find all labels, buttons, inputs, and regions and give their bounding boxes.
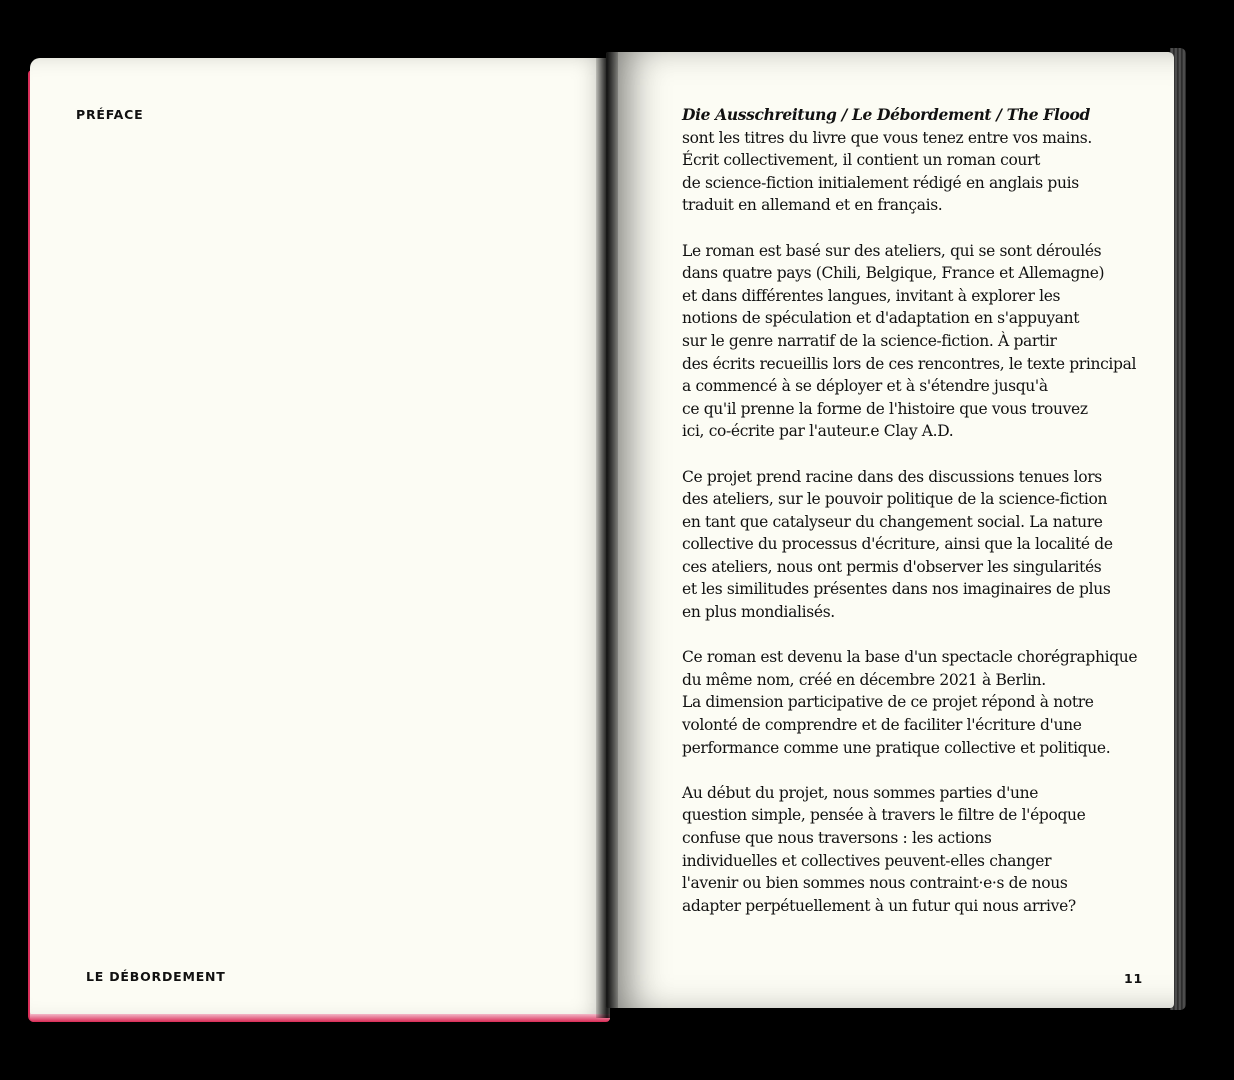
text-line: Ce roman est devenu la base d'un spectacle chorégraphique <box>682 648 1138 667</box>
text-line: volonté de comprendre et de faciliter l'écriture d'une <box>682 716 1082 735</box>
text-line: en tant que catalyseur du changement social. La nature <box>682 512 1103 531</box>
text-line: des écrits recueillis lors de ces rencontres, le texte principal <box>682 354 1137 373</box>
text-line: Écrit collectivement, il contient un roman court <box>682 151 1041 170</box>
text-line: question simple, pensée à travers le filtre de l'époque <box>682 806 1086 825</box>
text-line: adapter perpétuellement à un futur qui nous arrive? <box>682 896 1076 915</box>
book-title-footer: LE DÉBORDEMENT <box>86 969 226 984</box>
text-line: sur le genre narratif de la science-fiction. À partir <box>682 331 1057 350</box>
text-line: du même nom, créé en décembre 2021 à Berlin. <box>682 670 1046 689</box>
text-line: collective du processus d'écriture, ainsi que la localité de <box>682 535 1113 554</box>
text-line: et dans différentes langues, invitant à explorer les <box>682 286 1061 305</box>
text-line: confuse que nous traversons : les actions <box>682 829 992 847</box>
paragraph-2 <box>682 240 1158 443</box>
book-gutter <box>596 52 618 1018</box>
text-line: sont les titres du livre que vous tenez entre vos mains. <box>682 128 1092 147</box>
text-line: et les similitudes présentes dans nos imaginaires de plus <box>682 580 1111 599</box>
text-line: l'avenir ou bien sommes nous contraint·e·s de nous <box>682 874 1068 893</box>
text-line: ici, co-écrite par l'auteur.e Clay A.D. <box>682 422 954 441</box>
paragraph-3 <box>682 466 1158 624</box>
text-line: La dimension participative de ce projet répond à notre <box>682 693 1094 712</box>
text-line: en plus mondialisés. <box>682 603 835 622</box>
paragraph-5 <box>682 782 1158 918</box>
page-number: 11 <box>1124 971 1143 986</box>
paragraph-1 <box>682 104 1158 217</box>
text-line: dans quatre pays (Chili, Belgique, France et Allemagne) <box>682 264 1105 283</box>
text-line: Le roman est basé sur des ateliers, qui se sont déroulés <box>682 241 1102 260</box>
text-line: traduit en allemand et en français. <box>682 196 943 215</box>
preface-body <box>682 104 1158 940</box>
text-line: de science-fiction initialement rédigé en anglais puis <box>682 173 1079 192</box>
section-heading: PRÉFACE <box>76 107 144 122</box>
left-page <box>30 58 610 1020</box>
text-line: ces ateliers, nous ont permis d'observer les singularités <box>682 557 1102 576</box>
text-line: Au début du projet, nous sommes parties d'une <box>682 783 1039 802</box>
book-titles-line: Die Ausschreitung / Le Débordement / The Flood <box>682 105 1090 124</box>
text-line: des ateliers, sur le pouvoir politique de la science-fiction <box>682 490 1108 509</box>
text-line: Ce projet prend racine dans des discussions tenues lors <box>682 467 1102 486</box>
text-line: notions de spéculation et d'adaptation en s'appuyant <box>682 309 1080 328</box>
paragraph-4 <box>682 646 1158 759</box>
left-page-bottom-edge <box>30 1014 610 1022</box>
text-line: performance comme une pratique collective et politique. <box>682 738 1111 757</box>
text-line: individuelles et collectives peuvent-elles changer <box>682 851 1052 870</box>
text-line: ce qu'il prenne la forme de l'histoire que vous trouvez <box>682 399 1088 418</box>
text-line: a commencé à se déployer et à s'étendre jusqu'à <box>682 377 1048 396</box>
